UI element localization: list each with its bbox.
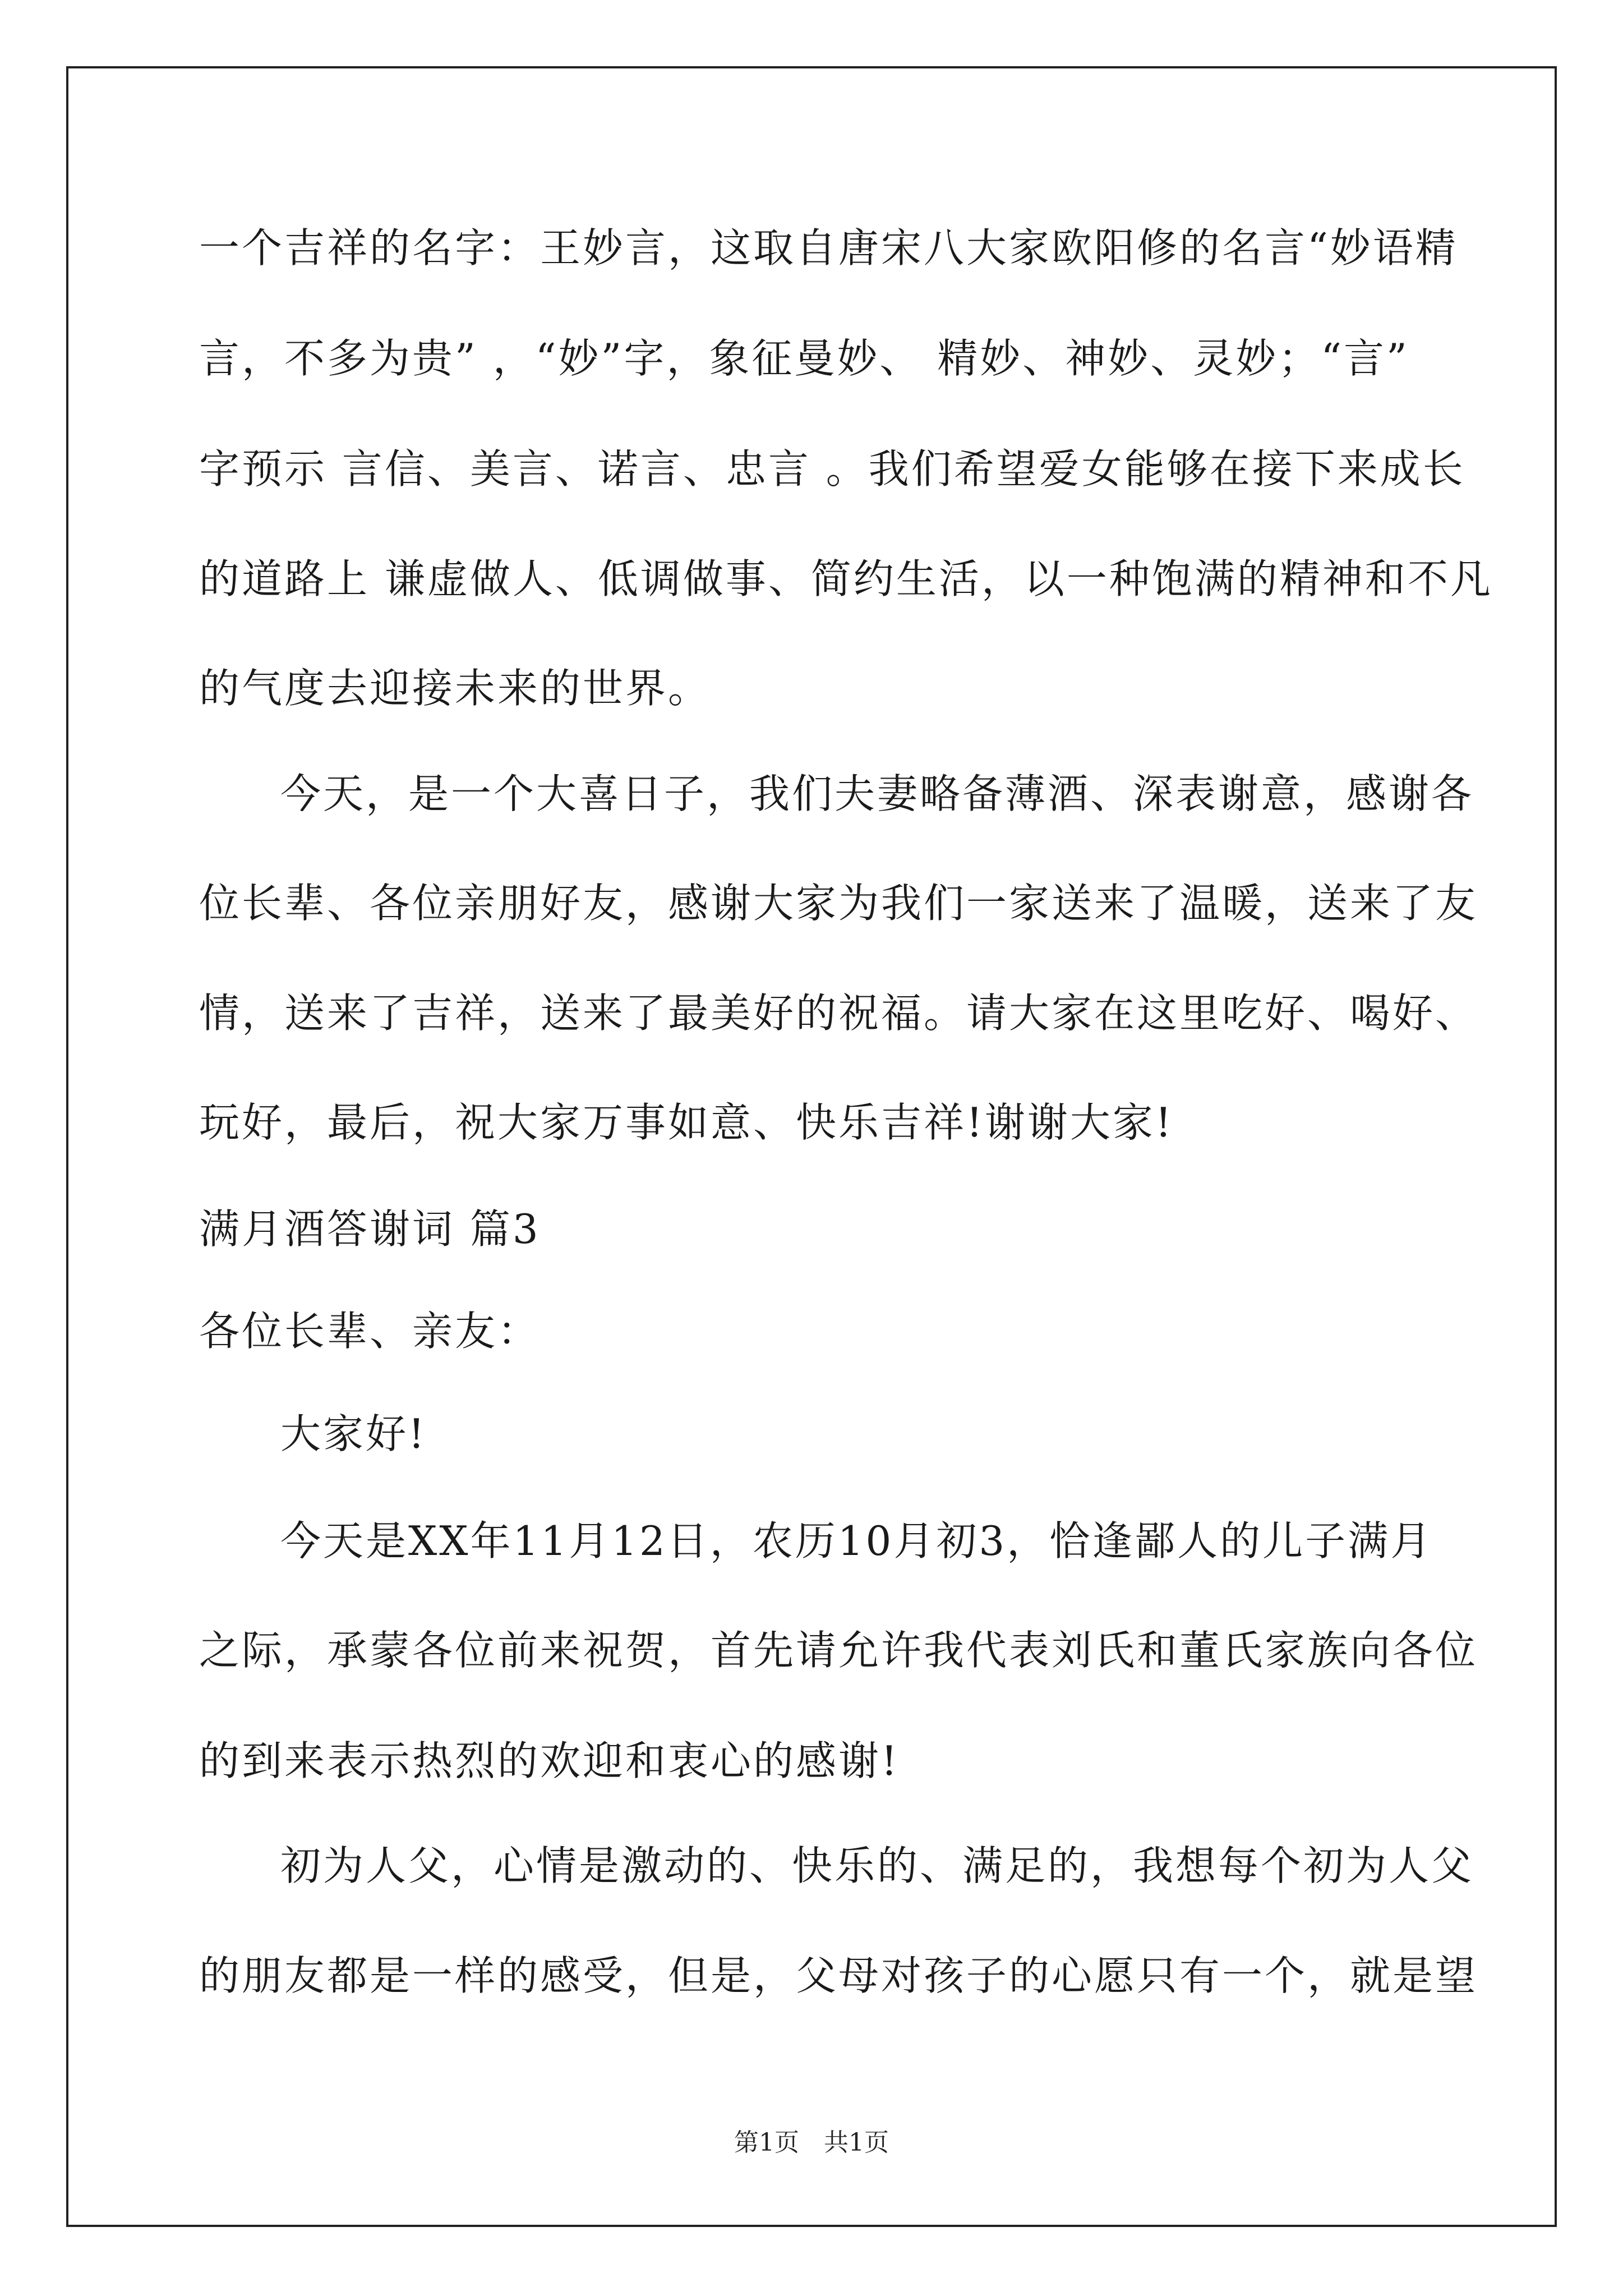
salutation: 各位长辈、亲友： [199,1308,541,1355]
page-border [66,66,1557,2227]
text-line: 的道路上 谦虚做人、低调做事、简约生活，以一种饱满的精神和不凡 [199,555,1493,602]
page-number-footer: 第1页 共1页 [734,2128,889,2157]
text-line: 今天是XX年11月12日，农历10月初3，恰逢鄙人的儿子满月 [280,1517,1433,1565]
text-line: 一个吉祥的名字：王妙言，这取自唐宋八大家欧阳修的名言“妙语精 [199,224,1458,272]
greeting: 大家好! [280,1410,427,1457]
text-line: 的气度去迎接未来的世界。 [199,665,711,712]
text-line: 的朋友都是一样的感受，但是，父母对孩子的心愿只有一个，就是望 [199,1952,1478,1999]
text-line: 玩好，最后，祝大家万事如意、快乐吉祥!谢谢大家! [199,1099,1174,1146]
text-line: 字预示 言信、美言、诺言、忠言 。我们希望爱女能够在接下来成长 [199,445,1465,493]
text-line: 今天，是一个大喜日子，我们夫妻略备薄酒、深表谢意，感谢各 [280,770,1474,817]
text-line: 初为人父，心情是激动的、快乐的、满足的，我想每个初为人父 [280,1842,1474,1889]
text-line: 之际，承蒙各位前来祝贺，首先请允许我代表刘氏和董氏家族向各位 [199,1627,1478,1674]
text-line: 位长辈、各位亲朋好友，感谢大家为我们一家送来了温暖，送来了友 [199,880,1478,927]
text-line: 言，不多为贵” ，“妙”字，象征曼妙、 精妙、神妙、灵妙；“言” [199,335,1409,382]
section-heading: 满月酒答谢词 篇3 [199,1205,541,1253]
text-line: 情，送来了吉祥，送来了最美好的祝福。请大家在这里吃好、喝好、 [199,990,1478,1037]
text-line: 的到来表示热烈的欢迎和衷心的感谢! [199,1737,900,1784]
